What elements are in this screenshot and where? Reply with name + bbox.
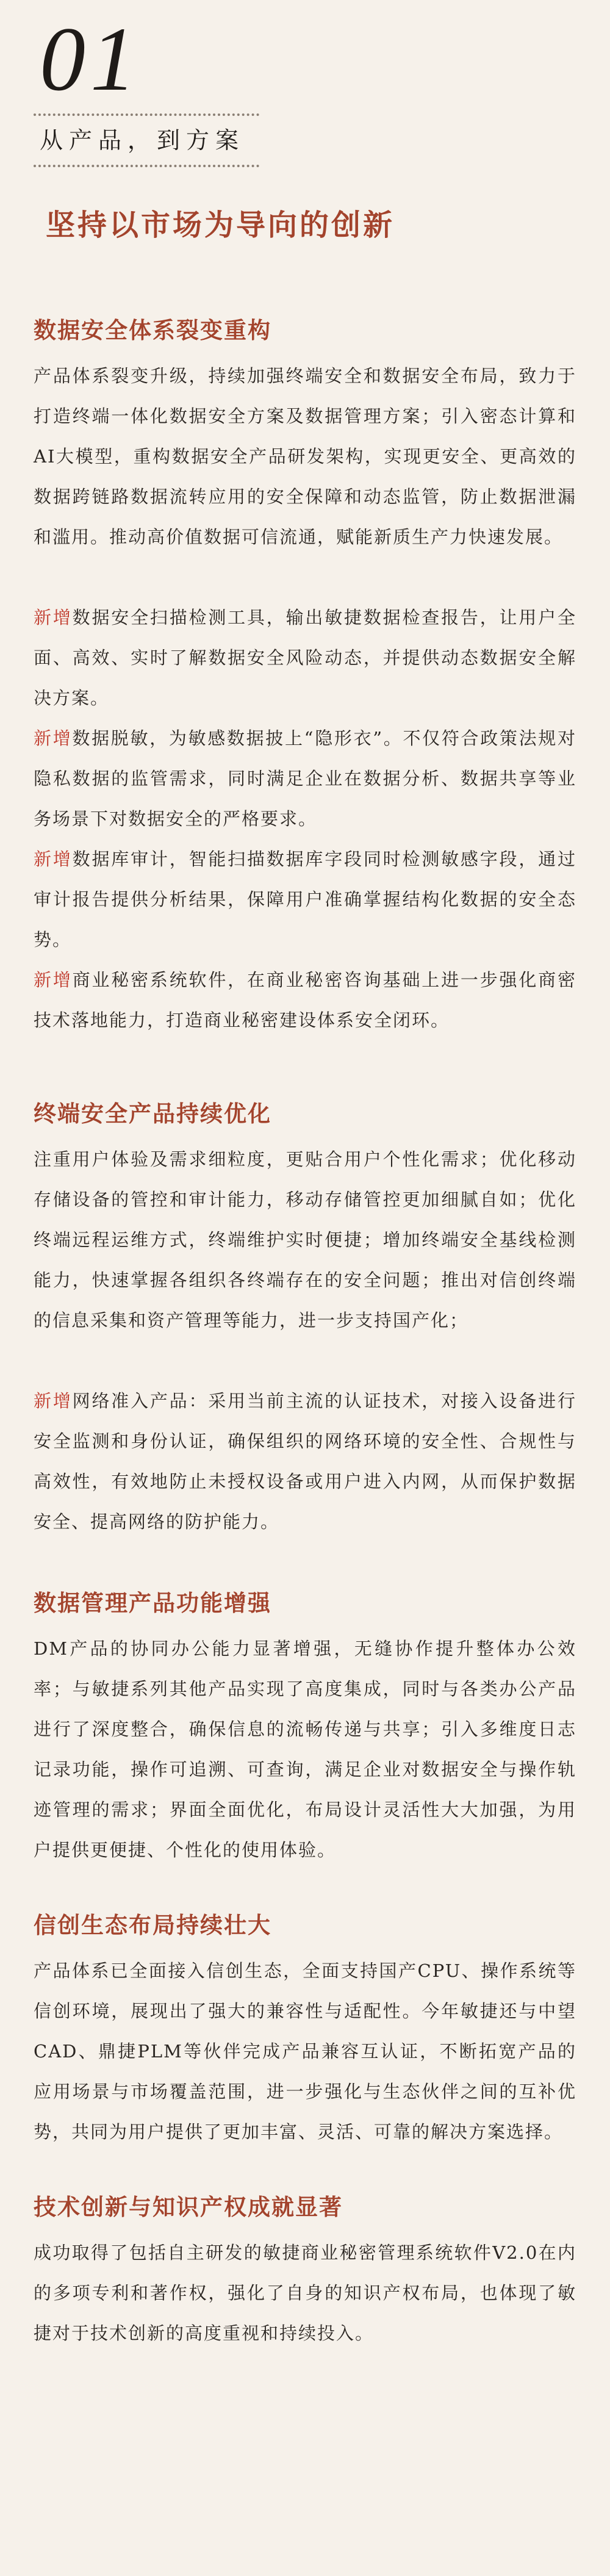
list-item-text: 网络准入产品：采用当前主流的认证技术，对接入设备进行安全监测和身份认证，确保组织的网络环境的安全性、合规性与高效性，有效地防止未授权设备或用户进入内网，从而保护数据安全、提高网络的防护能力。: [34, 1391, 576, 1532]
new-tag: 新增: [34, 849, 73, 869]
section-xinchuang-ecosystem: [34, 1907, 576, 2152]
new-tag: 新增: [34, 607, 73, 628]
divider-dotted-bottom: [34, 165, 259, 167]
section-data-management: [34, 1585, 576, 1870]
section-intro: 注重用户体验及需求细粒度，更贴合用户个性化需求；优化移动存储设备的管控和审计能力，移动存储管控更加细腻自如；优化终端远程运维方式，终端维护实时便捷；增加终端安全基线检测能力，快速掌握各组织各终端存在的安全问题；推出对信创终端的信息采集和资产管理等能力，进一步支持国产化；: [34, 1149, 576, 1331]
header: [34, 0, 576, 243]
chapter-number: 01: [40, 9, 141, 110]
section-intro: DM产品的协同办公能力显著增强，无缝协作提升整体办公效率；与敏捷系列其他产品实现了高度集成，同时与各类办公产品进行了深度整合，确保信息的流畅传递与共享；引入多维度日志记录功能，操作可追溯、可查询，满足企业对数据安全与操作轨迹管理的需求；界面全面优化，布局设计灵活性大大加强，为用户提供更便捷、个性化的使用体验。: [34, 1638, 576, 1860]
chapter-subtitle: 从产品，到方案: [40, 127, 245, 154]
new-tag: 新增: [34, 1391, 73, 1411]
new-tag: 新增: [34, 970, 73, 990]
chapter-heading: 坚持以市场为导向的创新: [46, 208, 395, 242]
section-title: 技术创新与知识产权成就显著: [34, 2194, 343, 2220]
list-item: [34, 718, 576, 839]
section-endpoint-security: [34, 1095, 576, 1542]
list-item-text: 商业秘密系统软件，在商业秘密咨询基础上进一步强化商密技术落地能力，打造商业秘密建设体系安全闭环。: [34, 970, 576, 1031]
section-innovation-ip: [34, 2189, 576, 2353]
list-item-text: 数据安全扫描检测工具，输出敏捷数据检查报告，让用户全面、高效、实时了解数据安全风险动态，并提供动态数据安全解决方案。: [34, 607, 576, 708]
new-tag: 新增: [34, 728, 73, 749]
section-intro: 产品体系裂变升级，持续加强终端安全和数据安全布局，致力于打造终端一体化数据安全方案及数据管理方案；引入密态计算和AI大模型，重构数据安全产品研发架构，实现更安全、更高效的数据跨链路数据流转应用的安全保障和动态监管，防止数据泄漏和滥用。推动高价值数据可信流通，赋能新质生产力快速发展。: [34, 365, 576, 547]
list-item: [34, 597, 576, 718]
section-intro: 成功取得了包括自主研发的敏捷商业秘密管理系统软件V2.0在内的多项专利和著作权，强化了自身的知识产权布局，也体现了敏捷对于技术创新的高度重视和持续投入。: [34, 2242, 576, 2344]
section-title: 终端安全产品持续优化: [34, 1101, 271, 1127]
list-item: [34, 839, 576, 960]
list-item-text: 数据库审计，智能扫描数据库字段同时检测敏感字段，通过审计报告提供分析结果，保障用户准确掌握结构化数据的安全态势。: [34, 849, 576, 950]
list-item: [34, 1381, 576, 1542]
section-title: 信创生态布局持续壮大: [34, 1912, 271, 1938]
section-intro: 产品体系已全面接入信创生态，全面支持国产CPU、操作系统等信创环境，展现出了强大的兼容性与适配性。今年敏捷还与中望CAD、鼎捷PLM等伙伴完成产品兼容互认证，不断拓宽产品的应用场景与市场覆盖范围，进一步强化与生态伙伴之间的互补优势，共同为用户提供了更加丰富、灵活、可靠的解决方案选择。: [34, 1960, 576, 2142]
section-title: 数据管理产品功能增强: [34, 1590, 271, 1616]
list-item: [34, 960, 576, 1040]
section-title: 数据安全体系裂变重构: [34, 317, 271, 344]
section-data-security: [34, 312, 576, 1040]
list-item-text: 数据脱敏，为敏感数据披上“隐形衣”。不仅符合政策法规对隐私数据的监管需求，同时满足企业在数据分析、数据共享等业务场景下对数据安全的严格要求。: [34, 728, 576, 829]
